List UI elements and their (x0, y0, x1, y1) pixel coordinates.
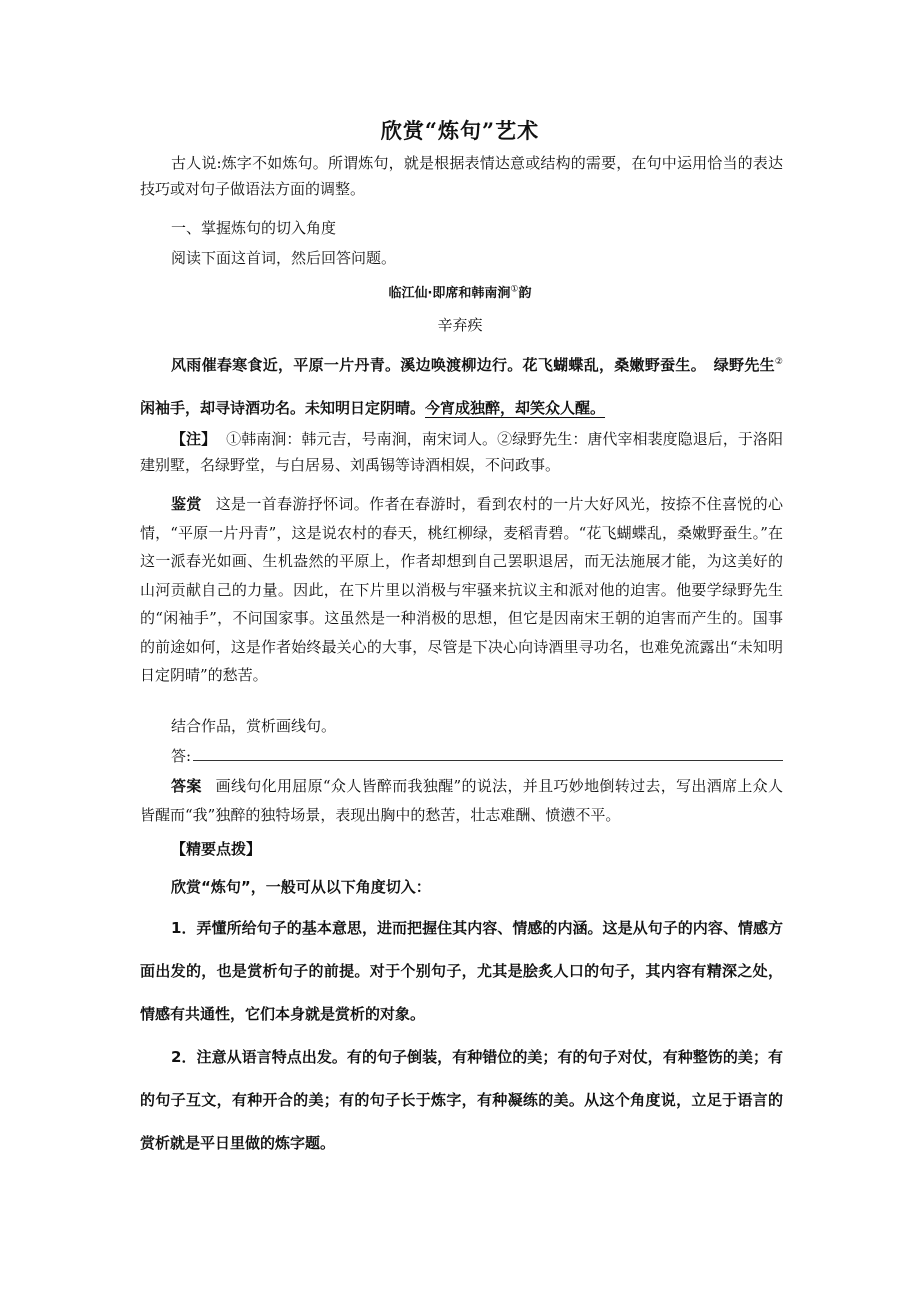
section-heading: 一、掌握炼句的切入角度 (171, 219, 337, 237)
poem-title (0, 282, 920, 301)
reading-instruction: 阅读下面这首词，然后回答问题。 (171, 249, 397, 267)
poem-author: 辛弃疾 (437, 316, 483, 334)
tip-item-1: 1．弄懂所给句子的基本意思，进而把握住其内容、情感的内涵。这是从句子的内容、情感方面出发的，也是赏析句子的前提。对于个别句子，尤其是脍炙人口的句子，其内容有精深之处，情感有共通性，它们本身就是赏析的对象。 (140, 919, 783, 1023)
note-text: ①韩南涧：韩元吉，号南涧，南宋词人。②绿野先生：唐代宰相裴度隐退后，于洛阳建别墅，名绿野堂，与白居易、刘禹锡等诗酒相娱，不问政事。 (140, 430, 783, 474)
answer-input-line[interactable] (193, 746, 783, 761)
note-label: 【注】 (171, 430, 217, 448)
answer-text: 画线句化用屈原“众人皆醉而我独醒”的说法，并且巧妙地倒转过去，写出酒席上众人皆醒而“我”独醉的独特场景，表现出胸中的愁苦，壮志难酬、愤懑不平。 (140, 777, 783, 824)
footnote-mark-2: ② (774, 357, 783, 367)
answer-blank (171, 745, 783, 766)
question-text: 结合作品，赏析画线句。 (171, 717, 337, 735)
poem-text (140, 341, 783, 430)
footnote-mark-1: ① (510, 284, 519, 295)
answer-paragraph (140, 772, 783, 830)
underlined-sentence: 今宵成独醉，却笑众人醒。 (425, 399, 606, 417)
tip-item-2: 2．注意从语言特点出发。有的句子倒装，有种错位的美；有的句子对仗，有种整饬的美；有的句子互文，有种开合的美；有的句子长于炼字，有种凝练的美。从这个角度说，立足于语言的赏析就是平日里做的炼字题。 (140, 1048, 783, 1152)
answer-prompt: 答: (171, 747, 192, 765)
intro-paragraph: 古人说:炼字不如炼句。所谓炼句，就是根据表情达意或结构的需要，在句中运用恰当的表达技巧或对句子做语法方面的调整。 (140, 154, 783, 198)
note-paragraph (140, 426, 783, 478)
poem-line-2: 闲袖手，却寻诗酒功名。未知明日定阴晴。 (140, 399, 426, 417)
poem-line-1: 风雨催春寒食近，平原一片丹青。溪边唤渡柳边行。花飞蝴蝶乱，桑嫩野蚕生。 绿野先生 (171, 356, 775, 374)
poem-title-main: 临江仙·即席和韩南涧 (388, 286, 511, 301)
poem-title-tail: 韵 (518, 286, 532, 301)
appreciation-text: 这是一首春游抒怀词。作者在春游时，看到农村的一片大好风光，按捺不住喜悦的心情，“平原一片丹青”，这是说农村的春天，桃红柳绿，麦稻青碧。“花飞蝴蝶乱，桑嫩野蚕生。”在这一派春光如画、生机盎然的平原上，作者却想到自己罢职退居，而无法施展才能，为这美好的山河贡献自己的力量。因此，在下片里以消极与牢骚来抗议主和派对他的迫害。他要学绿野先生的“闲袖手”，不问国家事。这虽然是一种消极的思想，但它是因南宋王朝的迫害而产生的。国事的前途如何，这是作者始终最关心的大事，尽管是下决心向诗酒里寻功名，也难免流露出“未知明日定阴晴”的愁苦。 (140, 495, 783, 684)
appreciation-label: 鉴赏 (171, 495, 202, 513)
appreciation-paragraph (140, 490, 783, 690)
tips-heading: 【精要点拨】 (171, 840, 262, 858)
tips-intro: 欣赏“炼句”，一般可从以下角度切入： (171, 878, 431, 896)
page-title: 欣赏“炼句”艺术 (380, 118, 540, 143)
answer-label: 答案 (171, 777, 202, 795)
